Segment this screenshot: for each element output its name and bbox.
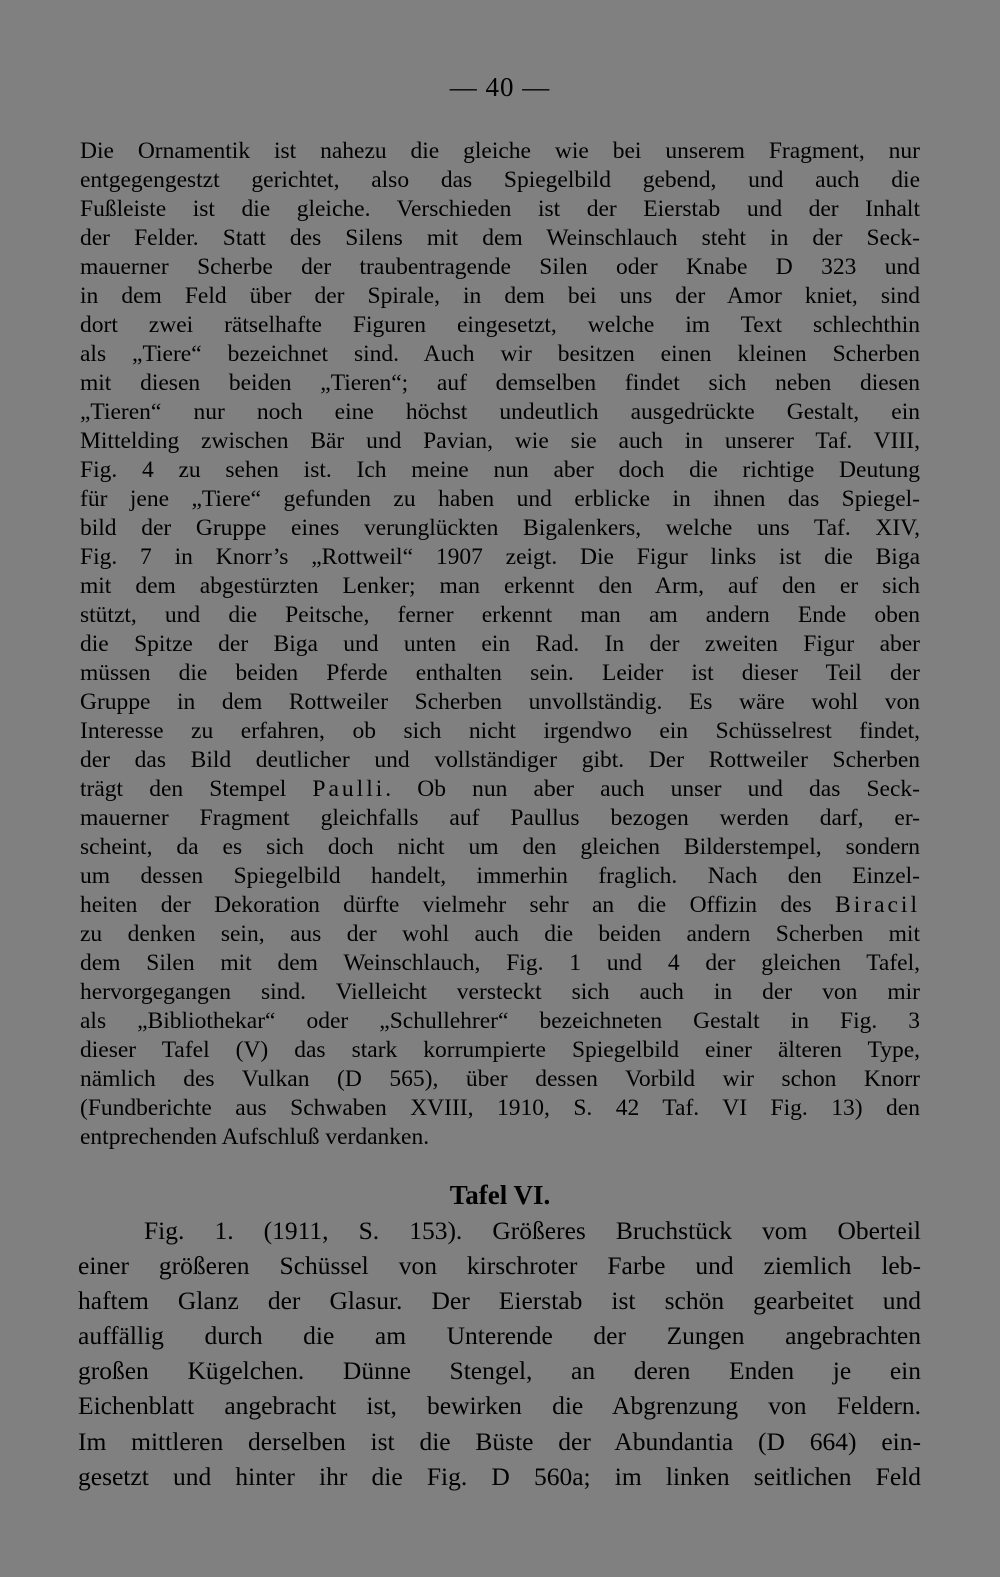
text-line: auffällig durch die am Unterende der Zungen angebrachten: [78, 1321, 921, 1351]
text-line: der das Bild deutlicher und vollständiger gibt. Der Rottweiler Scherben: [80, 747, 920, 773]
text-line: müssen die beiden Pferde enthalten sein. Leider ist dieser Teil der: [80, 660, 920, 686]
text-line: entgegengestzt gerichtet, also das Spiegelbild gebend, und auch die: [80, 167, 920, 193]
page-number: — 40 —: [449, 72, 551, 102]
text-line: einer größeren Schüssel von kirschroter Farbe und ziemlich leb-: [78, 1251, 921, 1281]
text-line: mauerner Fragment gleichfalls auf Paullus bezogen werden darf, er-: [80, 805, 920, 831]
text-line: scheint, da es sich doch nicht um den gleichen Bilderstempel, sondern: [80, 834, 920, 860]
text-line: Eichenblatt angebracht ist, bewirken die Abgrenzung von Feldern.: [78, 1391, 921, 1421]
text-line: mit diesen beiden „Tieren“; auf demselben findet sich neben diesen: [80, 370, 920, 396]
text-line: Im mittleren derselben ist die Büste der Abundantia (D 664) ein-: [78, 1426, 921, 1456]
text-line: mauerner Scherbe der traubentragende Silen oder Knabe D 323 und: [80, 254, 920, 280]
text-line: [80, 891, 920, 920]
text-line: Fig. 1. (1911, S. 153). Größeres Bruchstück vom Oberteil: [144, 1216, 921, 1245]
text-line: hervorgegangen sind. Vielleicht versteckt sich auch in der von mir: [80, 979, 920, 1005]
text-line: Fußleiste ist die gleiche. Verschieden ist der Eierstab und der Inhalt: [80, 196, 920, 222]
text-line: (Fundberichte aus Schwaben XVIII, 1910, S. 42 Taf. VI Fig. 13) den: [80, 1095, 920, 1121]
text-fragment: trägt den Stempel: [80, 776, 313, 802]
text-line: haftem Glanz der Glasur. Der Eierstab ist schön gearbeitet und: [78, 1286, 921, 1316]
text-line: dieser Tafel (V) das stark korrumpierte Spiegelbild einer älteren Type,: [80, 1037, 920, 1063]
text-line: stützt, und die Peitsche, ferner erkennt man am andern Ende oben: [80, 602, 920, 628]
body-text: [80, 137, 920, 1152]
text-line: Fig. 7 in Knorr’s „Rottweil“ 1907 zeigt. Die Figur links ist die Biga: [80, 544, 920, 570]
text-line: entprechenden Aufschluß verdanken.: [80, 1124, 430, 1150]
text-line: in dem Feld über der Spirale, in dem bei uns der Amor kniet, sind: [80, 283, 920, 309]
text-line: Die Ornamentik ist nahezu die gleiche wie bei unserem Fragment, nur: [80, 138, 920, 164]
text-line: bild der Gruppe eines verunglückten Bigalenkers, welche uns Taf. XIV,: [80, 515, 920, 541]
text-line: die Spitze der Biga und unten ein Rad. In der zweiten Figur aber: [80, 631, 920, 657]
stamp-name: Paulli: [312, 776, 386, 802]
text-line: Mittelding zwischen Bär und Pavian, wie sie auch in unserer Taf. VIII,: [80, 428, 920, 454]
text-fragment: heiten der Dekoration dürfte vielmehr sehr an die Offizin des: [80, 892, 836, 918]
section-heading: Tafel VI.: [449, 1180, 551, 1210]
text-fragment: . Ob nun aber auch unser und das Seck-: [385, 776, 920, 802]
text-line: Interesse zu erfahren, ob sich nicht irgendwo ein Schüsselrest findet,: [80, 718, 920, 744]
text-line: nämlich des Vulkan (D 565), über dessen Vorbild wir schon Knorr: [80, 1066, 920, 1092]
text-line: dem Silen mit dem Weinschlauch, Fig. 1 und 4 der gleichen Tafel,: [80, 950, 920, 976]
text-line: für jene „Tiere“ gefunden zu haben und erblicke in ihnen das Spiegel-: [80, 486, 920, 512]
text-line: der Felder. Statt des Silens mit dem Weinschlauch steht in der Seck-: [80, 225, 920, 251]
text-line: [80, 775, 920, 804]
text-line: gesetzt und hinter ihr die Fig. D 560a; im linken seitlichen Feld: [78, 1461, 921, 1491]
text-line: mit dem abgestürzten Lenker; man erkennt den Arm, auf den er sich: [80, 573, 920, 599]
text-line: zu denken sein, aus der wohl auch die beiden andern Scherben mit: [80, 921, 920, 947]
text-line: „Tieren“ nur noch eine höchst undeutlich ausgedrückte Gestalt, ein: [80, 399, 920, 425]
text-line: als „Tiere“ bezeichnet sind. Auch wir besitzen einen kleinen Scherben: [80, 341, 920, 367]
section-text: [78, 1213, 921, 1494]
text-line: Gruppe in dem Rottweiler Scherben unvollständig. Es wäre wohl von: [80, 689, 920, 715]
text-line: um dessen Spiegelbild handelt, immerhin fraglich. Nach den Einzel-: [80, 863, 920, 889]
text-line: großen Kügelchen. Dünne Stengel, an deren Enden je ein: [78, 1356, 921, 1386]
text-line: Fig. 4 zu sehen ist. Ich meine nun aber doch die richtige Deutung: [80, 457, 920, 483]
workshop-name: Biracil: [835, 892, 920, 918]
text-line: dort zwei rätselhafte Figuren eingesetzt, welche im Text schlechthin: [80, 312, 920, 338]
text-line: als „Bibliothekar“ oder „Schullehrer“ bezeichneten Gestalt in Fig. 3: [80, 1008, 920, 1034]
